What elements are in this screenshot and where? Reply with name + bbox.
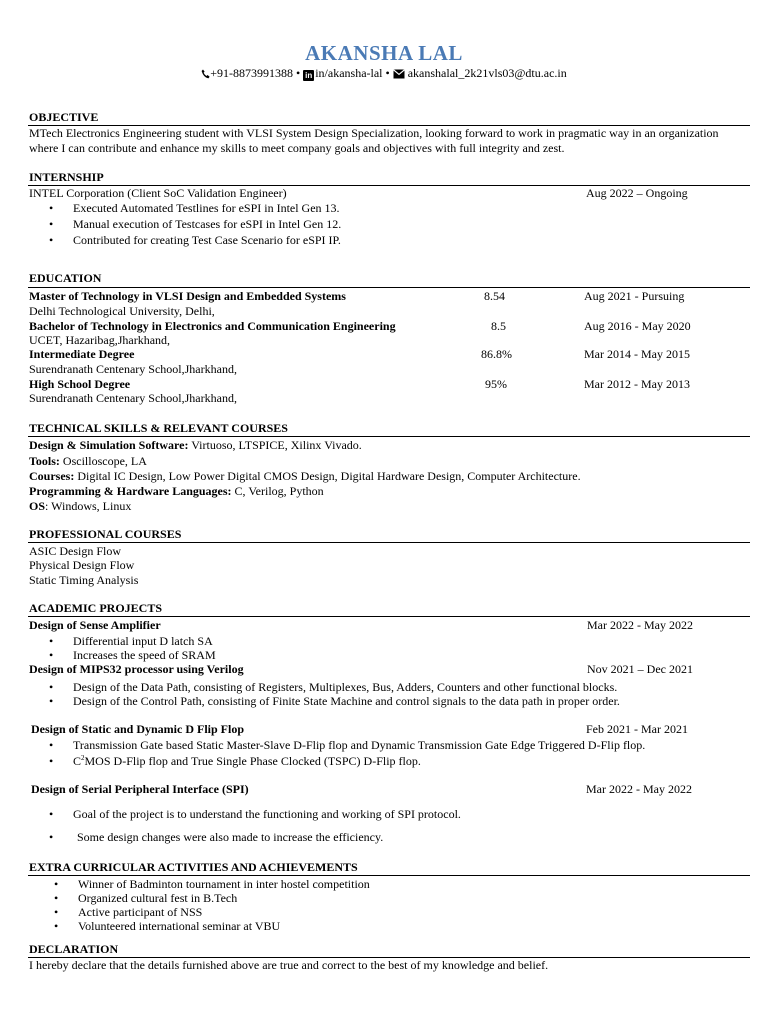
project-dates: Mar 2022 - May 2022: [587, 618, 693, 632]
education-score: 8.5: [491, 319, 506, 333]
education-score: 8.54: [484, 289, 505, 303]
list-item: Static Timing Analysis: [29, 573, 139, 587]
project-dates: Feb 2021 - Mar 2021: [586, 722, 688, 736]
section-rule: [28, 616, 750, 617]
education-dates: Mar 2012 - May 2013: [584, 377, 690, 391]
list-item: Physical Design Flow: [29, 558, 135, 572]
education-institution: Delhi Technological University, Delhi,: [29, 304, 215, 318]
skills-row: Tools: Oscilloscope, LA: [29, 454, 147, 468]
separator: •: [296, 66, 301, 80]
project-title: Design of Serial Peripheral Interface (SPI): [31, 782, 249, 796]
education-dates: Mar 2014 - May 2015: [584, 347, 690, 361]
education-dates: Aug 2021 - Pursuing: [584, 289, 685, 303]
project-dates: Nov 2021 – Dec 2021: [587, 662, 693, 676]
skills-heading: TECHNICAL SKILLS & RELEVANT COURSES: [29, 421, 288, 435]
candidate-name: AKANSHA LAL: [305, 41, 463, 65]
email-link[interactable]: akanshalal_2k21vls03@dtu.ac.in: [407, 66, 567, 80]
project-title: Design of MIPS32 processor using Verilog: [29, 662, 244, 676]
section-rule: [28, 436, 750, 437]
projects-heading: ACADEMIC PROJECTS: [29, 601, 163, 615]
professional-courses-heading: PROFESSIONAL COURSES: [29, 527, 182, 541]
education-score: 86.8%: [481, 347, 512, 361]
objective-line-1: MTech Electronics Engineering student with VLSI System Design Specialization, looking forward to work in pragmatic way in an organization: [29, 126, 719, 140]
skills-row: Programming & Hardware Languages: C, Verilog, Python: [29, 484, 324, 498]
linkedin-link[interactable]: in/akansha-lal: [315, 66, 383, 80]
extra-heading: EXTRA CURRICULAR ACTIVITIES AND ACHIEVEMENTS: [29, 860, 358, 874]
education-dates: Aug 2016 - May 2020: [584, 319, 691, 333]
education-score: 95%: [485, 377, 507, 391]
internship-company: INTEL Corporation (Client SoC Validation Engineer): [29, 186, 287, 200]
phone-icon: [201, 68, 210, 82]
section-rule: [28, 287, 750, 288]
education-heading: EDUCATION: [29, 271, 102, 285]
education-degree: High School Degree: [29, 377, 131, 391]
project-dates: Mar 2022 - May 2022: [586, 782, 692, 796]
skills-row: Design & Simulation Software: Virtuoso, LTSPICE, Xilinx Vivado.: [29, 438, 362, 452]
project-title: Design of Sense Amplifier: [29, 618, 161, 632]
phone-number: +91-8873991388: [210, 66, 293, 80]
education-degree: Intermediate Degree: [29, 347, 135, 361]
skills-row: OS: Windows, Linux: [29, 499, 132, 513]
objective-heading: OBJECTIVE: [29, 110, 99, 124]
linkedin-icon: in: [305, 71, 313, 80]
education-degree: Master of Technology in VLSI Design and Embedded Systems: [29, 289, 346, 303]
education-institution: Surendranath Centenary School,Jharkhand,: [29, 362, 237, 376]
project-title: Design of Static and Dynamic D Flip Flop: [31, 722, 245, 736]
education-degree: Bachelor of Technology in Electronics and Communication Engineering: [29, 319, 396, 333]
skills-row: Courses: Digital IC Design, Low Power Digital CMOS Design, Digital Hardware Design, Computer Architecture.: [29, 469, 581, 483]
email-icon: [393, 68, 405, 82]
list-item: ASIC Design Flow: [29, 544, 122, 558]
internship-heading: INTERNSHIP: [29, 170, 104, 184]
internship-dates: Aug 2022 – Ongoing: [586, 186, 688, 200]
declaration-heading: DECLARATION: [29, 942, 119, 956]
contact-line: [0, 66, 768, 82]
objective-line-2: where I can contribute and enhance my skills to meet company goals and objectives with full integrity and zest.: [29, 141, 565, 155]
declaration-text: I hereby declare that the details furnished above are true and correct to the best of my knowledge and belief.: [29, 958, 549, 972]
section-rule: [28, 542, 750, 543]
separator: •: [385, 66, 390, 80]
education-institution: Surendranath Centenary School,Jharkhand,: [29, 391, 237, 405]
section-rule: [28, 875, 750, 876]
education-institution: UCET, Hazaribag,Jharkhand,: [29, 333, 171, 347]
